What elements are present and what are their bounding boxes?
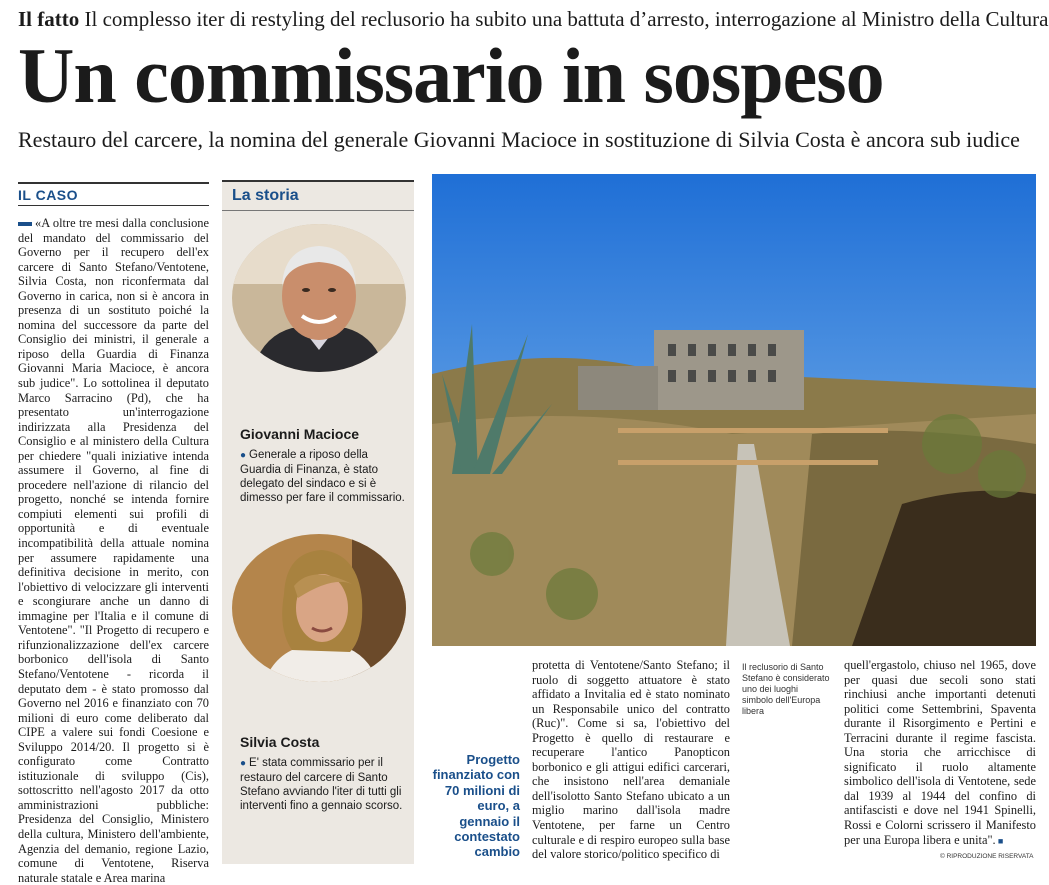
copyright-notice: © RIPRODUZIONE RISERVATA xyxy=(940,853,1034,860)
headline: Un commissario in sospeso xyxy=(18,32,884,119)
il-caso-rubric: IL CASO xyxy=(18,182,209,206)
subhead: Restauro del carcere, la nomina del generale Giovanni Macioce in sostituzione di Silvia Costa è ancora sub iudice xyxy=(18,127,1020,152)
photo-caption: Il reclusorio di Santo Stefano è considerato uno dei luoghi simbolo dell'Europa libera xyxy=(742,662,830,716)
article-column-3: protetta di Ventotene/Santo Stefano; il ruolo di soggetto attuatore è stato affidato a Invitalia ed è stato nominato un Responsabile unico del contratto (Ruc)". Come si sa, l'obiettivo del Progetto è quello di restaurare e recuperare l'antico Panopticon borbonico e gli attigui edifici carcerari, che insistono nell'area demaniale dell'isolotto Santo Stefano ubicato a un miglio marino dall'isola madre Ventotene, per farne un Centro culturale e di respiro europeo sulla base del valore storico/politico specifico di xyxy=(532,658,730,862)
macioce-desc: ● Generale a riposo della Guardia di Finanza, è stato delegato del sindaco e si è dimesso per fare il commissario. xyxy=(240,448,408,505)
macioce-name: Giovanni Macioce xyxy=(240,426,360,442)
la-storia-rubric: La storia xyxy=(222,182,414,211)
pull-quote: Progetto finanziato con 70 milioni di euro, a gennaio il contestato cambio xyxy=(432,752,520,860)
article-column-4: quell'ergastolo, chiuso nel 1965, dove per quasi due secoli sono stati rinchiusi anche importanti detenuti politici come Settembrini, Spaventa durante il Risorgimento e Pertini e Terracini durante il regime fascista. Una storia che arricchisce di significato il ruolo altamente simbolico dell'isola di Ventotene, sede dal 1939 al 1944 del confino di antifascisti e dove nel 1941 Spinelli, Rossi e Colorni scrissero il Manifesto per una Europa libera e unita". ■ xyxy=(844,658,1036,848)
macioce-portrait xyxy=(232,224,406,372)
costa-portrait xyxy=(232,534,406,682)
prison-photo xyxy=(432,174,1036,646)
kicker xyxy=(18,6,1049,32)
la-storia-box xyxy=(222,180,414,864)
costa-desc: ● E' stata commissario per il restauro del carcere di Santo Stefano avviando l'iter di tutti gli interventi fino a gennaio scorso. xyxy=(240,756,408,813)
il-caso-body: «A oltre tre mesi dalla conclusione del mandato del commissario del Governo per il recupero dell'ex carcere di Santo Stefano/Ventotene, Silvia Costa, non riconfermata dal Governo in carica, non si è ancora in presenza di un sostituto poiché la nomina del successore da parte del Consiglio dei ministri, il generale a riposo della Guardia di Finanza Giovanni Maria Macioce, è ancora sub judice". Lo sottolinea il deputato Marco Sarracino (Pd), che ha presentato un'interrogazione indirizzata alla Presidenza del Consiglio e al ministero della Cultura per chiedere "quali iniziative intenda assumere il Governo, al fine di procedere nell'azione di rilancio del progetto, nonché se intenda fornire compiuti elementi sui profili di opportunità e di eventuale incompatibilità della attuale nomina per assumere rapidamente una definitiva decisione in merito, con l'obiettivo di velocizzare gli interventi e scongiurare anche un danno di immagine per l'Italia e il comune di Ventotene". "Il Progetto di recupero e rifunzionalizzazione dell'ex carcere borbonico dell'isola di Santo Stefano/Ventotene - ricorda il deputato dem - è stato promosso dal Governo nel 2016 e finanziato con 70 milioni di euro come deliberato dal CIPE a valere sui fondi Coesione e Sviluppo 2014/20. Il progetto si è configurato come Contratto istituzionale di sviluppo (Cis), sottoscritto nell'agosto 2017 da otto amministrazioni pubbliche: Presidenza del Consiglio, Ministero della cultura, Ministero dell'ambiente, Agenzia del demanio, regione Lazio, comune di Ventotene, Riserva naturale statale e Area marina xyxy=(18,216,209,885)
costa-name: Silvia Costa xyxy=(240,734,320,750)
kicker-label: Il fatto xyxy=(18,7,80,31)
kicker-text: Il complesso iter di restyling del reclusorio ha subito una battuta d’arresto, interrogazione al Ministro della Cultura xyxy=(84,7,1049,31)
il-caso-column xyxy=(18,182,209,885)
